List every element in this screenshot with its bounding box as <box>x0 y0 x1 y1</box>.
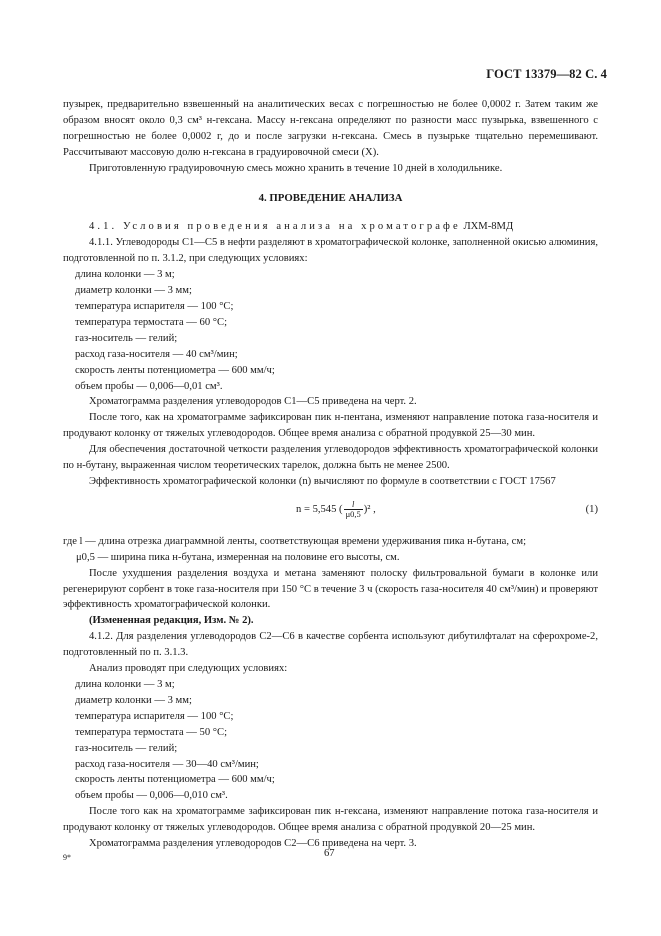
list-item: объем пробы — 0,006—0,010 см³. <box>75 790 228 802</box>
paragraph-after-hexane: После того как на хроматограмме зафиксирован пик н-гексана, изменяют направление потока газа-носителя и продувают колонку от тяжелых углеводородов. Общее время анализа с обратной продувкой 20—25 мин. <box>63 806 598 834</box>
device-name: ЛХМ-8МД <box>460 221 514 233</box>
formula-denominator: μ0,5 <box>345 508 361 519</box>
formula-expression <box>296 500 376 519</box>
conditions-list-4-1-1 <box>63 267 598 394</box>
formula-number: (1) <box>585 503 598 515</box>
subsection-4-1-title: 4.1. Условия проведения анализа на хроматографе <box>89 221 461 233</box>
list-item: температура испарителя — 100 °С; <box>75 710 234 722</box>
amendment-note: (Измененная редакция, Изм. № 2). <box>89 615 254 627</box>
list-item: газ-носитель — гелий; <box>75 332 178 344</box>
paragraph-chromatogram-2: Хроматограмма разделения углеводородов C1—C5 приведена на черт. 2. <box>89 396 417 408</box>
paragraph-chromatogram-3: Хроматограмма разделения углеводородов C2—C6 приведена на черт. 3. <box>89 838 417 850</box>
footer-mark: 9* <box>63 853 71 862</box>
list-item: расход газа-носителя — 40 см³/мин; <box>75 348 238 360</box>
list-item: температура испарителя — 100 °С; <box>75 300 234 312</box>
paragraph-storage: Приготовленную градуировочную смесь можно хранить в течение 10 дней в холодильнике. <box>89 162 503 174</box>
formula-fraction <box>344 500 363 519</box>
list-item: газ-носитель — гелий; <box>75 742 178 754</box>
formula-lhs: n = 5,545 ( <box>296 503 343 515</box>
formula-numerator: l <box>344 500 363 510</box>
list-item: объем пробы — 0,006—0,01 см³. <box>75 380 223 392</box>
paragraph-conditions-intro: Анализ проводят при следующих условиях: <box>89 663 288 675</box>
page-header: ГОСТ 13379—82 С. 4 <box>486 67 607 81</box>
list-item: длина колонки — 3 м; <box>75 679 175 690</box>
paragraph-4-1-2: 4.1.2. Для разделения углеводородов C2—C6 в качестве сорбента используют дибутилфталат на сферохроме-2, подготовленный по п. 3.1.3. <box>63 631 598 659</box>
paragraph-formula-intro: Эффективность хроматографической колонки (n) вычисляют по формуле в соответствии с ГОСТ 17567 <box>89 475 556 487</box>
paragraph-4-1-1: 4.1.1. Углеводороды C1—C5 в нефти разделяют в хроматографической колонке, заполненной окисью алюминия, подготовленной по п. 3.1.2, при следующих условиях: <box>63 237 598 265</box>
paragraph-where-mu: μ0,5 — ширина пика н-бутана, измеренная на половине его высоты, см. <box>76 551 400 563</box>
paragraph-continuation: пузырек, предварительно взвешенный на аналитических весах с погрешностью не более 0,0002 г. Затем таким же образом вносят около 0,3 см³ н-гексана. Массу н-гексана определяют по разности масс пузырька, взвешенного с погрешностью не более 0,0002 г, до и после загрузки н-гексана. Смесь в пузырьке тщательно перемешивают. Рассчитывают массовую долю н-гексана в градуировочной смеси (X). <box>63 99 598 158</box>
list-item: температура термостата — 60 °С; <box>75 316 228 328</box>
list-item: расход газа-носителя — 30—40 см³/мин; <box>75 758 259 770</box>
document-body <box>63 97 598 852</box>
list-item: температура термостата — 50 °С; <box>75 726 228 738</box>
list-item: скорость ленты потенциометра — 600 мм/ч; <box>75 364 275 376</box>
conditions-list-4-1-2 <box>63 677 598 804</box>
paragraph-efficiency: Для обеспечения достаточной четкости разделения углеводородов эффективность хроматографической колонки по н-бутану, выраженная числом теоретических тарелок, должна быть не менее 2500. <box>63 444 598 472</box>
paragraph-regeneration: После ухудшения разделения воздуха и метана заменяют полоску фильтровальной бумаги в колонке или регенерируют сорбент в токе газа-носителя при 150 °С в течение 3 ч (скорость газа-носителя 40 см³/мин) и проверяют эффективность хроматографической колонки. <box>63 567 598 611</box>
list-item: диаметр колонки — 3 мм; <box>75 285 192 297</box>
list-item: длина колонки — 3 м; <box>75 269 175 281</box>
paragraph-where-l: где l — длина отрезка диаграммной ленты, соответствующая времени удерживания пика н-бутана, см; <box>63 535 527 547</box>
formula-1 <box>63 496 598 530</box>
list-item: диаметр колонки — 3 мм; <box>75 694 192 706</box>
subsection-4-1-heading <box>63 219 598 235</box>
paragraph-after-pentane: После того, как на хроматограмме зафиксирован пик н-пентана, изменяют направление потока газа-носителя и продувают колонку от тяжелых углеводородов. Общее время анализа с обратной продувкой 25—30 мин. <box>63 412 598 440</box>
list-item: скорость ленты потенциометра — 600 мм/ч; <box>75 774 275 786</box>
section-title: 4. ПРОВЕДЕНИЕ АНАЛИЗА <box>258 191 403 204</box>
formula-rhs: )² , <box>363 503 376 515</box>
page-number: 67 <box>324 848 335 859</box>
